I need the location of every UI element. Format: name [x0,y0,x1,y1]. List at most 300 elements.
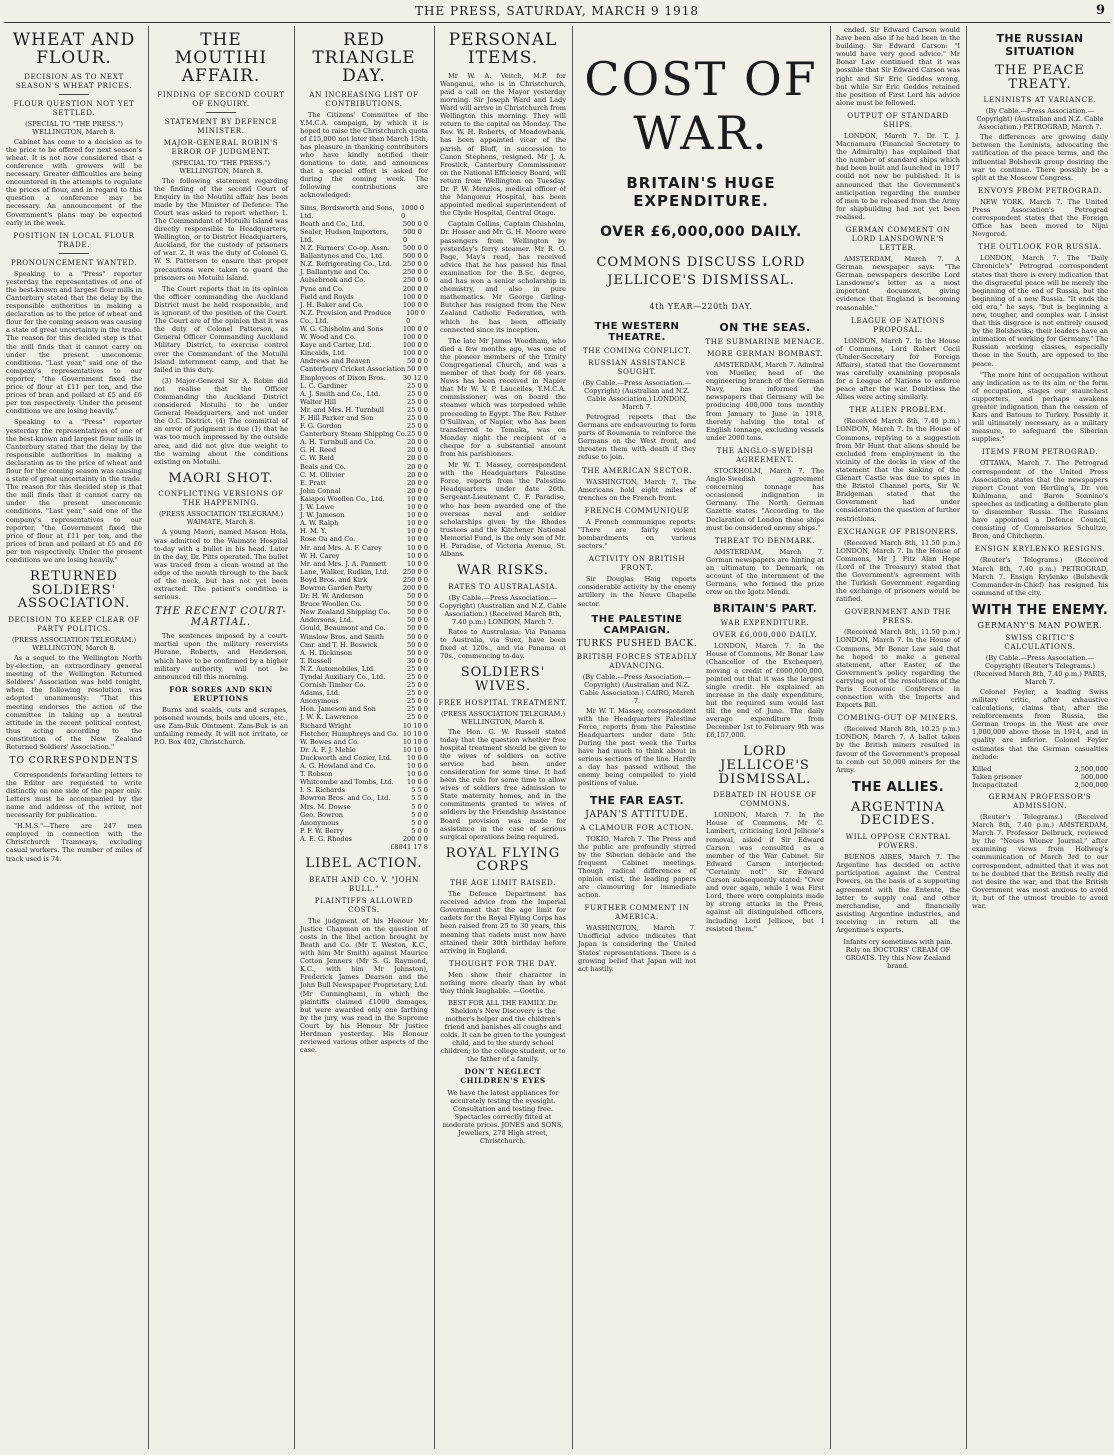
contribution-row [300,770,428,778]
contribution-row [300,511,428,519]
contribution-row [300,495,428,503]
column-2 [152,26,290,1451]
contribution-amount: 50 0 0 [407,357,428,366]
contribution-row [300,527,428,535]
article-body: STOCKHOLM, March 7. The Anglo-Swedish agreement concerning tonnage has occasioned indignation in Germany. The North German Gazette states: "According to the Declaration of London those ships must be considered enemy ships." [706,466,824,532]
contribution-amount: 5 0 0 [411,802,428,811]
contribution-row [300,803,428,811]
contribution-amount: 30 12 0 [402,373,428,382]
contributor-name: Boyd Bros. and Kirk [300,575,368,584]
contributor-name: Adams, Ltd. [300,689,341,698]
contribution-row [300,754,428,762]
contribution-row [300,220,428,228]
subhead: WILL OPPOSE CENTRAL POWERS. [845,832,951,851]
contributor-name: W. Bowes and Co. [300,737,360,746]
headline-red-triangle: RED TRIANGLE DAY. [312,30,416,86]
article-body: (Reuter's Telegrams.) (Received March 8th, 7.40 p.m.) AMSTERDAM, March 7. Professor Delbruck, reviewed by the "Neues Wiener Journal," after examining views from Hollweg's communication of March 3rd to our correspondent, admitted that it was not to be doubted that the British really did not desire the war, and that the British Government was most anxious to avoid it, but of the utmost trouble to avoid war. [972,813,1108,911]
contributor-name: Employees of Dixon Bros. [300,373,386,382]
headline-libel: LIBEL ACTION. [305,856,423,872]
main-two-columns [576,315,826,977]
contribution-row [300,568,428,576]
contribution-amount: 50 0 0 [407,616,428,625]
contribution-row [300,738,428,746]
dateline: (By Cable.—Press Association.—Copyright) (Australian and N.Z. Cable Association.) PETROGRAD, March 7. [976,107,1104,132]
contributor-name: Walter Hill [300,397,337,406]
headline-correspondents: TO CORRESPONDENTS [9,756,139,767]
contributor-name: A. E. G. Rhodes [300,834,352,843]
contribution-row [300,325,428,333]
contribution-row [300,608,428,616]
contributor-name: Dr. A. F. J. Mehle [300,745,356,754]
dateline: (By Cable.—Press Association.—Copyright) (Australian and N.Z. Cable Association.) (Received March 8th, 7.40 p.m.) LONDON, March 7. [439,593,567,626]
headline-palestine: THE PALESTINE CAMPAIGN. [591,613,683,636]
article-body: The Citizens' Committee of the Y.M.C.A. campaign, by which it is hoped to raise the Christchurch quota of £15,000 not later than March 15th, has pleasure in thanking contributors who have kindly notified their donations to date, and announces that a special effort is asked for during the coming week. The following contributions are acknowledged: [300,110,428,200]
article-body: The following statement regarding the finding of the second Court of Enquiry in the Moutihi affair has been made by the Minister of Defence: The Court was asked to report whether: 1. The Commandant of Motuihi Island was directly responsible to Headquarters, Wellington, or to District Headquarters, Auckland, for the custody of prisoners of war. 2. It was the duty of Colonel G. W. S. Patterson to ensure that proper precautions were taken to guard the prisoners on Motuihi Island. The Court reports that in its opinion the officer commanding the Auckland District must be held responsible, and is ignorant of the position of the Court. The Court are of the opinion that it was the duty of Colonel Patterson, as General Officer Commanding Auckland Military District, to exercise control over the Commandant of the Motuihi Island internment camp, and that he failed in this duty. (3) Major-General Sir A. Robin did not realise that the Officer Commanding the Auckland District considered Motuihi to be under General Headquarters, and not under the O.C. District. (4) The committal of an error of judgment is due (1) that he was too much impressed by the outside area, and did not give due weight to the warning about the conditions existing on Motuihi. [154,176,288,466]
contributor-name: Mr. and Mrs. A. F. Carey [300,543,382,552]
contribution-row [300,285,428,293]
contribution-amount: 100 0 0 [402,349,428,358]
contributor-name: G. H. Reed [300,446,337,455]
dateline: (PRESS ASSOCIATION TELEGRAM.) WELLINGTON, March 8. [11,636,137,653]
contribution-amount: 25 0 0 [407,705,428,714]
contribution-row [300,519,428,527]
headline-far-east: THE FAR EAST. [589,793,685,807]
contribution-row [300,576,428,584]
contribution-row [300,705,428,713]
article-body: The Hon. G. W. Russell stated today that the question whether free hospital treatment should be given to the wives of soldiers on active service had been under consideration for some time. It had been the rule for some time to allow wives of soldiers free admission to State maternity homes, and in the commitments granted to wives of soldiers by the Friendship Assistance Board provision was made for assistance in the case of serious surgical operations being required. [440,727,566,841]
subhead: MORE GERMAN BOMBAST. [707,349,823,358]
contribution-amount: 10 0 0 [407,762,428,771]
contributor-name: Ballantynes and Co., Ltd. [300,252,385,261]
article-body: (Received March 8th, 10.25 p.m.) LONDON, March 7. A ballot taken by the British miners resulted in favour of the Government's proposal to comb out 50,000 miners for the Army. [836,725,960,774]
contributor-name: N.Z. Farmers' Co-op. Assn. [300,244,390,253]
contribution-row [300,819,428,827]
contributor-name: Mr. and Mrs. H. Turnbull [300,405,385,414]
contribution-amount: 500 0 0 [402,252,428,261]
contribution-amount: 25 0 0 [407,422,428,431]
column-rule [830,26,831,1449]
contributor-name: A. G. Howland and Co. [300,762,376,771]
article-body: BUENOS AIRES, March 7. The Argentine has decided on active participation against the Central Powers, on the basis of a supporting agreement with the Entente, the latter to supply coal and other merchandise, and financially assisting Argentine industries, and receiving in return all the Argentine's exports. [836,853,960,934]
contribution-amount: 1000 0 0 [401,203,425,220]
contribution-row [300,454,428,462]
contribution-amount: 20 0 0 [407,446,428,455]
contribution-amount: 25 0 0 [407,430,428,439]
subhead: LEAGUE OF NATIONS PROPOSAL. [851,315,945,334]
article-body: As a sequel to the Wellington North by-election, an extraordinary general meeting of the Wellington Returned Soldiers' Association was held tonight, when the following resolution was adopted unanimously: "That this meeting endorses the action of the committee in taking up a neutral attitude in the recent political contest, thus acting according to the constitution of the New Zealand Returned Soldiers' Association." [6,654,142,752]
subhead: DECISION TO KEEP CLEAR OF PARTY POLITICS. [8,615,140,634]
contribution-row [300,438,428,446]
contributor-name: N.Z. Provision and Produce Co., Ltd. [300,308,392,325]
contribution-row [300,463,428,471]
casualty-row: Taken prisoner 500,000 [972,772,1108,781]
contributor-name: Andersons, Ltd. [300,616,353,625]
contributor-name: Mrs. M. Dowse [300,802,351,811]
subhead: THE ALIEN PROBLEM. [849,405,947,415]
contribution-amount: 250 0 0 [402,575,428,584]
contribution-row [300,341,428,349]
headline-with-the-enemy: WITH THE ENEMY. [971,602,1109,618]
contributor-name: Winslow Bros. and Smith [300,632,385,641]
contributor-name: Dr. H. W. Anderson [300,592,364,601]
headline-russian-situation: THE RUSSIAN SITUATION [996,32,1084,58]
subhead: CONFLICTING VERSIONS OF THE HAPPENING. [158,489,284,508]
subhead: EXCHANGE OF PRISONERS. [837,526,959,536]
subhead: THE AMERICAN SECTOR. [582,465,692,475]
article-body: Correspondents forwarding letters to the Editor are requested to write distinctly on one side of the paper only. Letters must be accompanied by the name and address of the writer, not necessarily for publication. "H.M.S."—There are 247 men employed in connection with the Christchurch Tramways, excluding casual workers. The number of miles of track used is 74. [6,770,142,863]
article-body: The judgment of his Honour Mr Justice Chapman on the question of costs in the libel action brought by Beath and Co. (Mr T. Weston, K.C., with him Mr Smith) against Maurice Cotton Jenners (Mr S. G. Raymond, K.C., with him Mr Johnston), Frederick James Dearson and the John Bull Newspaper Proprietary, Ltd. (Mr Cunningham), in which the plaintiffs claimed £1000 damages, but were awarded only one farthing by the jury, was read in the Supreme Court by his Honour Mr Justice Herdman yesterday. His Honour reviewed various other aspects of the case. [300,916,428,1055]
contribution-row [300,365,428,373]
contribution-amount: 250 0 0 [402,276,428,285]
contributor-name: J. Ballantyne and Co. [300,268,370,277]
ad-heading: DON'T NEGLECT CHILDREN'S EYES [460,1067,546,1086]
contribution-amount: 20 0 0 [407,462,428,471]
contribution-amount: 50 0 0 [407,365,428,374]
article-body: Colonel Feyler, a leading Swiss military critic, after exhaustive calculations, claims that, after the reinforcements from Russia, the German troops in the West are over 1,000,000 above those in 1914, and in quality are inferior. Colonel Feyler estimates that the German casualties include: [972,687,1108,761]
contributor-name: F. Hill Parker and Son [300,414,374,422]
contributor-name: N.Z. Refrigerating Co., Ltd. [300,260,392,269]
contribution-amount: 10 10 0 [402,745,428,754]
headline-moutihi: THE MOUTIHI AFFAIR. [174,30,268,86]
contributor-name: Duckworth and Cozier, Ltd. [300,753,392,762]
contributor-name: A. J. Smith and Co., Ltd. [300,389,381,398]
contribution-amount: 5 5 0 [411,786,428,795]
subhead: FINDING OF SECOND COURT OF ENQUIRY. [157,89,285,108]
contributor-name: Richard Wright [300,721,352,730]
contributions-total [300,843,428,851]
dateline: (PRESS ASSOCIATION TELEGRAM.) WELLINGTON, March 8. [440,709,566,726]
contribution-row [300,778,428,786]
ad-heading: FOR SORES AND SKIN ERUPTIONS [169,684,273,703]
contributor-name: A. H. Turnbull and Co. [300,438,376,447]
contributor-name: I. S. Richards [300,786,345,795]
contribution-amount: 10 0 0 [407,543,428,552]
column-7 [834,26,962,1451]
article-body: A young Maori, named Mason Hola, was admitted to the Waimate Hospital to-day with a bullet in his head. Later in the day, Dr. Pitts operated. The bullet was traced from a clean wound at the edge of the mouth through to the back of the neck, but has not yet been extracted. The patient's condition is serious. [154,528,288,602]
contribution-amount: 25 0 0 [407,397,428,406]
contribution-row [300,641,428,649]
advertisement: Burns and scalds, cuts and scrapes, poisoned wounds, boils and ulcers, etc., use Zam-Buk Ointment. Zam-Buk is an unfailing remedy. It will not irritate, or P.O. Box 402, Christchurch. [154,705,288,747]
headline-wheat: WHEAT AND FLOUR. [12,30,136,68]
article-body: Speaking to a "Press" reporter yesterday the representatives of one of the best-known and largest flour mills in Canterbury stated that the delay by the responsible authorities in making a declaration as to the price of wheat and flour for the coming season was causing a state of great uncertainty in the trade. The reason for this decided step is that the mill finds that it cannot carry on under the present uneconomic conditions. "Last year," said one of the company's representatives to our reporter, "the Government fixed the price of flour at £11 per ton, and the prices of bran and pollard at £5 and £6 per ton respectively. Under the present conditions we are losing heavily." Speaking to a "Press" reporter yesterday the representatives of one of the best-known and largest flour mills in Canterbury stated that the delay by the responsible authorities in making a declaration as to the price of wheat and flour for the coming season was causing a state of great uncertainty in the trade. The reason for this decided step is that the mill finds that it cannot carry on under the present uneconomic conditions. "Last year," said one of the company's representatives to our reporter, "the Government fixed the price of flour at £11 per ton, and the prices of bran and pollard at £5 and £6 per ton respectively. Under the present conditions we are losing heavily." [6,269,142,564]
contributor-name: J. W. Jameson [300,511,345,520]
column-4 [438,26,568,1451]
article-body: Mr W. A. Veitch, M.P. for Wanganui, who is in Christchurch, paid a call on the Mayor yesterday morning. Sir Joseph Ward and Lady Ward will arrive in Christchurch from Wellington this morning. They will return to the capital on Monday. The Rev. W. H. Roberts, of Meadowbank, has been appointed vicar of the parish of Bluff, in succession to Canon Stephens, resigned. Mr J. A. Frostick, Canterbury Commissioner on the National Efficiency Board, will return from Wellington on Tuesday. Dr. P. W. Menzies, medical officer of the Mangonui Hospital, has been appointed medical superintendent of the Clyde Hospital, Central Otago. Captain Collins, Captain Chisholm, Dr. Hosser and Mr. G. H. Moore were passengers from Wellington by yesterday's ferry steamer. Mr R. O. Page, May's read, has received advice that he has passed his final examination for the B.Sc. degree, and has won a senior scholarship in chemistry, and also in pure mathematics. Mr George Girling-Butcher has resigned from the New Zealand Catholic Federation, with which he has been officially connected since its inception. The late Mr James Woodham, who died a few months ago, was one of the pioneer members of the Trinity Congregational Church, and was a member of that body for 68 years. News has been received in Napier that Mr W. V. P. Laucelles, Y.M.C.A. commissioner, was on board the steamer which was torpedoed while proceeding to Egypt. The Rev. Father O'Sullivan, of Napier, who has been transferred to Temuka, was on Monday night the recipient of a cheque for a substantial amount from his parishioners. Mr W. T. Massey, correspondent with the Headquarters Palestine Force, reports from the Palestine Headquarters under date 26th. Sergeant-Lieutenant C. F. Paradise, who has been awarded one of the overseas naval and soldier scholarships given by the Rhodes trustees and the Kitchener National Memorial Fund, is the only son of Mr. H. Paradise, of Victoria Avenue, St. Albans. [440,71,566,559]
subhead: THE OUTLOOK FOR RUSSIA. [978,242,1102,252]
contribution-row [300,301,428,309]
contributor-name: Whitcombe and Tombs, Ltd. [300,778,394,787]
contribution-row [300,446,428,454]
contribution-amount: 25 0 0 [407,414,428,422]
contributor-name: Bowron Bros. and Co., Ltd. [300,794,391,803]
headline-court-martial: THE RECENT COURT-MARTIAL. [155,606,287,628]
contribution-row [300,827,428,835]
headline-maori-shot: MAORI SHOT. [168,470,274,486]
contribution-row [300,422,428,430]
masthead-title: THE PRESS, SATURDAY, MARCH 9 1918 [415,4,699,18]
contribution-row [300,560,428,568]
main-subhead: COMMONS DISCUSS LORD JELLICOE'S DISMISSAL. [596,255,806,288]
contribution-row [300,479,428,487]
contribution-amount: 100 0 0 [406,308,425,325]
contribution-amount: 10 0 0 [407,503,428,512]
masthead [0,0,1114,22]
contribution-amount: 100 0 0 [402,292,428,301]
column-rule [572,26,573,1449]
contribution-amount: 250 0 0 [402,260,428,269]
article-body: WASHINGTON, March 7. The Americans hold eight miles of trenches on the French front. [578,477,696,502]
contribution-row [300,673,428,681]
contribution-row [300,811,428,819]
contribution-row [300,624,428,632]
contribution-row [300,697,428,705]
subhead: TURKS PUSHED BACK. [576,638,698,649]
contribution-row [300,357,428,365]
contribution-amount: 200 0 0 [402,583,428,592]
contribution-row [300,592,428,600]
subhead: PLAINTIFFS ALLOWED COSTS. [314,895,414,914]
contribution-row [300,786,428,794]
headline-personal: PERSONAL ITEMS. [448,30,558,68]
advertisement: BEST FOR ALL THE FAMILY. Dr. Sheldon's New Discovery is the mother's helper and the children's friend and banishes all coughs and colds. It can be given to the youngest child, and to the sturdy school children; to the college student, or to the father of a family. [440,999,566,1064]
contribution-amount: 20 0 0 [407,486,428,495]
contributor-name: Sims, Bordsworth and Sons, Ltd. [300,203,395,220]
contribution-amount: 10 0 0 [407,551,428,560]
headline-western-theatre: THE WESTERN THEATRE. [594,321,680,343]
contributor-name: Fletcher, Humphreys and Co. [300,729,399,738]
main-spread [576,26,826,1451]
contribution-amount: 30 0 0 [407,656,428,665]
subhead: SWISS CRITIC'S CALCULATIONS. [1004,632,1076,651]
dateline: (By Cable.—Press Association.—Copyright) (Australian and N.Z. Cable Association.) LONDON, March 7. [582,379,692,411]
contributor-name: Pyne and Co. [300,284,344,293]
contribution-row [300,252,428,260]
contribution-row [300,260,428,268]
contribution-amount: 200 0 0 [402,284,428,293]
contribution-amount: 25 0 0 [407,389,428,398]
contribution-row [300,584,428,592]
subhead: RATES TO AUSTRALASIA. [448,581,558,591]
advertisement: Infants cry sometimes with pain. Rely on DOCTORS' CREAM OF GROATS. Try this New Zealand brand. [843,938,953,971]
article-body: LONDON, March 7. Dr. T. J. Macnamara (Financial Secretary to the Admiralty) has explained that the number of standard ships which had been built and launched in 1917 could not now be published. It is announced that the Government's anticipation regarding the number of men to be released from the Army for shipbuilding had not yet been realised. [836,131,960,221]
divider [59,253,89,254]
contribution-amount: 200 0 0 [402,834,428,843]
contribution-amount: 10 0 0 [407,519,428,528]
contribution-row [300,722,428,730]
contributor-name: Andrews and Beaven [300,357,371,366]
subhead: A CLAMOUR FOR ACTION. [580,822,694,832]
contributor-name: Beath and Co., Ltd. [300,219,365,228]
contribution-amount: 25 0 0 [407,405,428,414]
contribution-row [300,503,428,511]
article-body: Men show their character in nothing more clearly than by what they think laughable. —Goethe. [440,970,566,996]
contribution-amount: 5 5 0 [411,794,428,803]
contributor-name: John Connal [300,486,341,495]
contribution-amount: 10 0 0 [407,527,428,536]
subhead: WAR EXPENDITURE. [720,618,810,628]
contribution-row [300,390,428,398]
contributor-name: A. H. Dickinson [300,648,352,657]
article-body: LONDON, March 7. In the House of Commons, Lord Robert Cecil (Under-Secretary for Foreign Affairs), stated that the Government was carefully examining proposals for a League of Nations to enforce peace after the war. Doubtless the Allies were acting similarly. [836,336,960,402]
subhead: THOUGHT FOR THE DAY. [448,958,558,968]
contribution-row [300,649,428,657]
contribution-amount: 250 0 0 [402,268,428,277]
contributor-name: Anonymous [300,818,339,827]
contributor-name: Geo. Bowron [300,810,344,819]
contribution-row [300,204,428,220]
subhead: THE SUBMARINE MENACE. [705,337,825,346]
subhead: GERMANY'S MAN POWER. [977,620,1103,630]
subhead: RUSSIAN ASSISTANCE SOUGHT. [588,358,686,376]
dateline: (By Cable.—Press Association.—Copyright) (Australian and N.Z. Cable Association.) CAIRO, March 7. [579,672,695,705]
advertisement: We have the latest appliances for accurately testing the eyesight. Consultation and testing free. Spectacles correctly fitted at moderate prices. JONES and SONS, Jewellers, 278 High street, Christchurch. [442,1089,564,1146]
subhead: THREAT TO DENMARK. [714,535,816,545]
contributor-name: Rose Oa and Co. [300,535,356,544]
article-body: LONDON, March 7. In the House of Commons, Mr C. Lambert, criticising Lord Jellicoe's removal, asked if Sir Edward Carson was consulted as a member of the War Cabinet. Sir Edward Carson interjected: "Certainly not!" Sir Edward Carson subsequently stated: "Over and over again, while I was First Lord, there were complaints made by strong attacks in the Press, against all distinguished officers, including Lord Jellicoe, but I resisted them." [706,811,824,933]
article-body: NEW YORK, March 7. The United Press Association's Petrograd correspondent states that the Foreign Office has been moved to Nijni Novgorod. [972,197,1108,239]
page-number: 9 [1095,3,1106,18]
subhead: FURTHER COMMENT IN AMERICA. [584,903,690,922]
article-body: AMSTERDAM, March 7. German newspapers are hinting at an ultimatum to Denmark, on account of the internment of the Germans, who formed the prize crew on the Igotz Mendi. [706,547,824,597]
contributor-name: C. M. Ollivier [300,470,345,479]
subhead: OVER £6,000,000 DAILY. [712,630,818,640]
total-value: £8841 17 8 [390,842,428,851]
contributor-name: Canterbury Steam Shipping Co. [300,430,407,439]
contribution-amount: 20 0 0 [407,438,428,447]
contributor-name: E. Pratt [300,478,326,487]
contribution-row [300,730,428,738]
contribution-row [300,293,428,301]
contribution-amount: 20 0 0 [407,478,428,487]
subhead: FRENCH COMMUNIQUE [584,505,690,515]
headline-war-risks: WAR RISKS. [456,563,550,579]
contribution-amount: 100 0 0 [402,333,428,342]
subhead: AN INCREASING LIST OF CONTRIBUTIONS. [309,89,419,108]
contributor-name: Gould, Beaumont and Co. [300,624,386,633]
article-body: LONDON, March 7. In the House of Commons, Mr Bonar Law (Chancellor of the Exchequer), moving a credit of £600,000,000, pointed out that it was the largest single credit. He explained an increase in the daily expenditure, but the required sum would last till the end of June. The daily average expenditure from December 1st to February 9th was £6,157,000. [706,642,824,740]
contribution-row [300,544,428,552]
casualty-row: Killed 2,500,000 [972,764,1108,773]
article-body: Cabinet has come to a decision as to the price to be offered for next season's wheat. It is not now considered that a conference with growers will be necessary. Greater difficulties are being encountered in the attempts to regulate the prices of flour, and in regard to this question a conference may be necessary. An announcement of the Government's plans may be expected early in the week. [6,137,142,227]
headline-on-the-seas: ON THE SEAS. [719,321,811,334]
subhead: ENSIGN KRYLENKO RESIGNS. [974,544,1106,554]
dateline: (By Cable.—Press Association.—Copyright) (Reuter's Telegrams.) (Received March 8th, 7.40 p.m.) PARIS, March 7. [973,653,1107,686]
contribution-row [300,414,428,422]
subhead: LENINISTS AT VARIANCE. [983,95,1097,105]
contribution-row [300,382,428,390]
contribution-amount: 10 0 0 [407,753,428,762]
contribution-amount: 10 0 0 [407,535,428,544]
headline-returned-soldiers: RETURNED SOLDIERS' ASSOCIATION. [17,569,131,612]
main-right-column [704,315,826,977]
contribution-amount: 100 0 0 [402,300,428,309]
subhead: ITEMS FROM PETROGRAD. [981,447,1099,457]
contribution-amount: 25 0 0 [407,381,428,390]
contribution-amount: 10 10 0 [402,721,428,730]
subhead: THE ANGLO-SWEDISH AGREEMENT. [716,445,814,464]
subhead: ENVOYS FROM PETROGRAD. [978,185,1102,195]
dateline: (SPECIAL TO "THE PRESS.") WELLINGTON, March 8. [172,158,270,175]
contribution-row [300,681,428,689]
contributions-list [300,204,428,843]
subhead: GOVERNMENT AND THE PRESS. [844,607,952,626]
subhead: BRITISH FORCES STEADILY ADVANCING. [576,651,698,670]
contributor-name: Kaye and Carter, Ltd. [300,341,372,350]
contribution-row [300,633,428,641]
contribution-amount: 10 10 0 [402,729,428,738]
subhead: COMBING-OUT OF MINERS. [837,713,959,723]
contribution-amount: 500 0 0 [402,219,428,228]
contributor-name: J. W. K. Lawrence [300,713,359,722]
subhead: THE AGE LIMIT RAISED. [450,878,556,888]
column-1 [4,26,144,1451]
contributor-name: Canterbury Cricket Association [300,365,406,374]
contribution-amount: 500 0 0 [402,244,428,253]
contribution-row [300,276,428,284]
contribution-row [300,228,428,244]
article-body: AMSTERDAM, March 7. A German newspaper says: "The German newspapers describe Lord Lansdowne's letter as a most important document, giving evidence that England is becoming reasonable." [836,254,960,312]
contribution-amount: 20 0 0 [407,454,428,463]
headline-britains-part: BRITAIN'S PART. [712,602,818,616]
subhead: MAJOR-GENERAL ROBIN'S ERROR OF JUDGMENT. [163,137,279,156]
contribution-amount: 10 0 0 [407,511,428,520]
contribution-amount: 25 0 0 [407,673,428,681]
subhead: DEBATED IN HOUSE OF COMMONS. [713,790,817,809]
contributor-name: N.Z. Automobiles, Ltd. [300,664,376,673]
contribution-amount: 25 0 0 [407,689,428,698]
contribution-row [300,665,428,673]
contributor-name: Kincaids, Ltd. [300,349,347,358]
contributor-name: A. W. Ralph [300,519,339,528]
contributor-name: J. H. Baker and Co. [300,300,364,309]
contribution-row [300,689,428,697]
main-subhead: BRITAIN'S HUGE EXPENDITURE. [626,174,776,210]
masthead-rule [4,22,1110,23]
contribution-row [300,657,428,665]
contribution-amount: 25 0 0 [407,697,428,706]
contribution-row [300,430,428,438]
casualty-row: Incapacitated 2,500,000 [972,780,1108,789]
contributor-name: Bruce Woollen Co. [300,600,362,609]
contributor-name: P. F. W. Berry [300,826,344,835]
contribution-amount: 25 0 0 [407,664,428,673]
article-body: A French communique reports: "There are fairly violent bombardments on various sectors." [578,517,696,551]
contribution-row [300,762,428,770]
article-body: Sir Douglas Haig reports considerable activity by the enemy artillery in the Neuve Chapelle sector. [578,575,696,608]
contributor-name: Kaiapoi Woollen Co., Ltd. [300,494,385,503]
headline-soldiers-wives: SOLDIERS' WIVES. [460,665,546,694]
contributor-name: L. C. Gardiner [300,381,348,390]
contribution-row [300,374,428,382]
subhead: DECISION AS TO NEXT SEASON'S WHEAT PRICES. [15,71,133,90]
contributor-name: Cmr. and T. H. Beswick [300,640,378,649]
contributor-name: T. Robson [300,770,333,779]
contributor-name: T. Russell [300,656,332,665]
main-headline: COST OF WAR. [584,52,818,160]
subhead: GERMAN COMMENT ON LORD LANSDOWNE'S LETTER. [845,224,951,252]
contribution-row [300,333,428,341]
subhead: POSITION IN LOCAL FLOUR TRADE. [13,230,135,249]
contribution-row [300,835,428,843]
contribution-amount: 25 0 0 [407,681,428,690]
article-body: (Reuter's Telegrams.) (Received March 8th, 7.40 p.m.) PETROGRAD, March 7. Ensign Krylenko (Bolshevik Commander-in-Chief) has resigned his command of the city. [972,556,1108,597]
contributor-name: W. Wood and Co. [300,333,356,342]
contribution-amount: 25 0 0 [407,713,428,722]
contribution-amount: 10 0 0 [407,770,428,779]
subhead: GERMAN PROFESSOR'S ADMISSION. [988,792,1092,810]
article-body: ended. Sir Edward Carson would have been also if he had been in the building. Sir Edward Carson: "I would have very good advice." Mr Bonar Law continued that it was possible that Sir Edward Carson was right and Sir Eric Geddes wrong, but while Sir Eric Geddes retained the position of First Lord his advice alone must be followed. [836,26,960,107]
contribution-amount: 5 0 0 [411,810,428,819]
